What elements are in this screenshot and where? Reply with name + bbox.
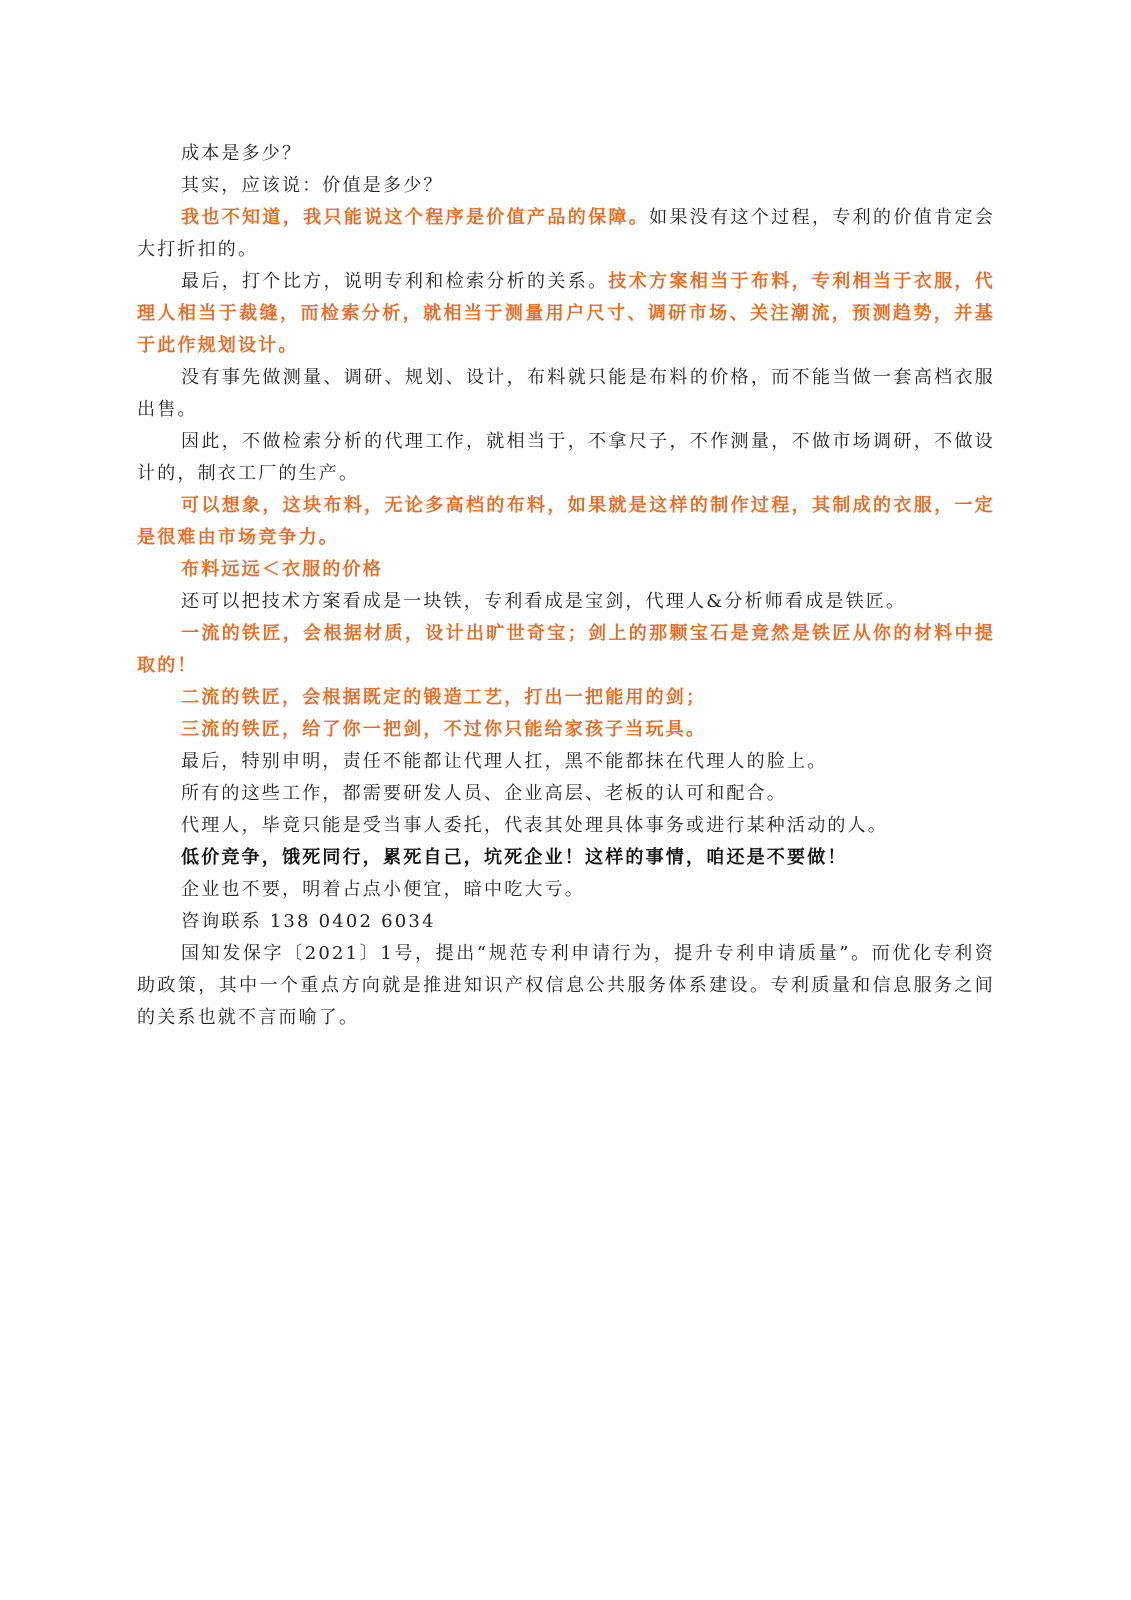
highlighted-text: 二流的铁匠，会根据既定的锻造工艺，打出一把能用的剑；	[181, 687, 707, 708]
paragraph	[137, 426, 995, 490]
paragraph	[137, 266, 995, 362]
body-text: 没有事先做测量、调研、规划、设计，布料就只能是布料的价格，而不能当做一套高档衣服出售。	[137, 367, 995, 420]
highlighted-text: 一流的铁匠，会根据材质，设计出旷世奇宝；剑上的那颗宝石是竟然是铁匠从你的材料中提取的！	[137, 623, 995, 676]
paragraph	[137, 874, 995, 906]
body-text: 最后，打个比方，说明专利和检索分析的关系。	[181, 271, 609, 292]
highlighted-text: 技术方案相当于布料，专利相当于衣服，代理人相当于裁缝，而检索分析，就相当于测量用户尺寸、调研市场、关注潮流，预测趋势，并基于此作规划设计。	[137, 271, 995, 356]
paragraph	[137, 906, 995, 938]
paragraph	[137, 202, 995, 266]
paragraph	[137, 554, 995, 586]
body-text: 如果没有这个过程，专利的价值肯定会大打折扣的。	[137, 207, 995, 260]
paragraph	[137, 362, 995, 426]
paragraph	[137, 842, 995, 874]
paragraph	[137, 714, 995, 746]
paragraph	[137, 586, 995, 618]
paragraph	[137, 170, 995, 202]
bold-text: 低价竞争，饿死同行，累死自己，坑死企业！这样的事情，咱还是不要做！	[181, 847, 848, 868]
body-text: 国知发保字〔2021〕1号，提出“规范专利申请行为，提升专利申请质量”。而优化专利资助政策，其中一个重点方向就是推进知识产权信息公共服务体系建设。专利质量和信息服务之间的关系也就不言而喻了。	[137, 943, 995, 1028]
paragraph	[137, 682, 995, 714]
highlighted-text: 三流的铁匠，给了你一把剑，不过你只能给家孩子当玩具。	[181, 719, 707, 740]
body-text: 企业也不要，明着占点小便宜，暗中吃大亏。	[181, 879, 585, 900]
body-text: 还可以把技术方案看成是一块铁，专利看成是宝剑，代理人&分析师看成是铁匠。	[181, 591, 907, 612]
body-text: 因此，不做检索分析的代理工作，就相当于，不拿尺子，不作测量，不做市场调研，不做设计的，制衣工厂的生产。	[137, 431, 995, 484]
body-text: 咨询联系 138 0402 6034	[181, 911, 436, 932]
highlighted-text: 我也不知道，我只能说这个程序是价值产品的保障。	[181, 207, 650, 228]
paragraph	[137, 746, 995, 778]
article-body	[137, 138, 995, 1034]
paragraph	[137, 618, 995, 682]
paragraph	[137, 778, 995, 810]
body-text: 其实，应该说：价值是多少？	[181, 175, 444, 196]
body-text: 最后，特别申明，责任不能都让代理人扛，黑不能都抹在代理人的脸上。	[181, 751, 828, 772]
paragraph	[137, 810, 995, 842]
highlighted-text: 布料远远＜衣服的价格	[181, 559, 383, 580]
body-text: 成本是多少？	[181, 143, 303, 164]
paragraph	[137, 138, 995, 170]
highlighted-text: 可以想象，这块布料，无论多高档的布料，如果就是这样的制作过程，其制成的衣服，一定是很难由市场竞争力。	[137, 495, 995, 548]
paragraph	[137, 490, 995, 554]
body-text: 所有的这些工作，都需要研发人员、企业高层、老板的认可和配合。	[181, 783, 787, 804]
paragraph	[137, 938, 995, 1034]
body-text: 代理人，毕竟只能是受当事人委托，代表其处理具体事务或进行某种活动的人。	[181, 815, 888, 836]
